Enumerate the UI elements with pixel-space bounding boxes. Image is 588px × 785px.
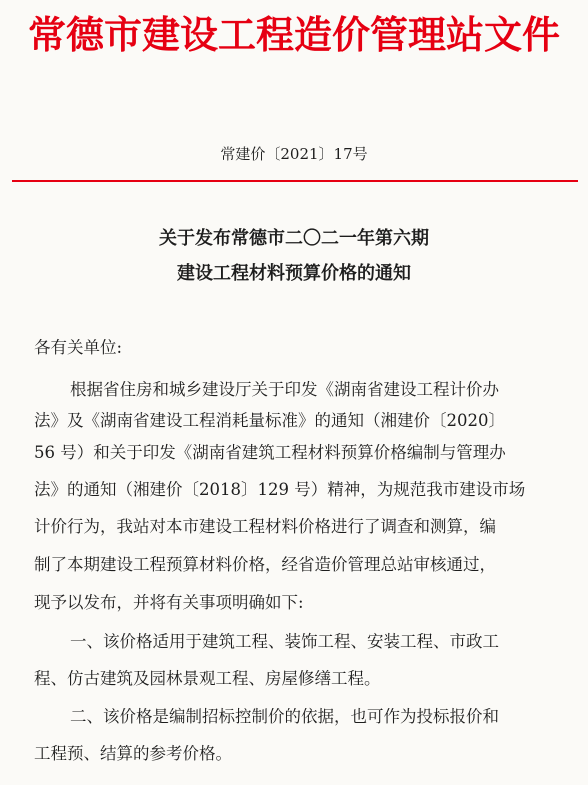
paragraph-line: 工程预、结算的参考价格。 bbox=[34, 744, 232, 763]
paragraph-line: 一、该价格适用于建筑工程、装饰工程、安装工程、市政工 bbox=[70, 632, 499, 651]
paragraph-line: 56 号）和关于印发《湖南省建筑工程材料预算价格编制与管理办 bbox=[34, 443, 506, 462]
paragraph-line: 现予以发布，并将有关事项明确如下: bbox=[34, 593, 304, 612]
notice-title-line-2: 建设工程材料预算价格的通知 bbox=[177, 263, 411, 284]
paragraph-line: 程、仿古建筑及园林景观工程、房屋修缮工程。 bbox=[34, 669, 381, 688]
red-divider bbox=[12, 180, 578, 182]
salutation: 各有关单位: bbox=[34, 338, 123, 357]
paragraph-line: 计价行为，我站对本市建设工程材料价格进行了调查和测算，编 bbox=[34, 517, 496, 536]
document-header-title: 常德市建设工程造价管理站文件 bbox=[27, 13, 560, 57]
paragraph-line: 法》的通知（湘建价〔2018〕129 号）精神，为规范我市建设市场 bbox=[34, 480, 526, 499]
paragraph-line: 根据省住房和城乡建设厅关于印发《湖南省建设工程计价办 bbox=[70, 380, 499, 399]
paragraph-line: 制了本期建设工程预算材料价格，经省造价管理总站审核通过， bbox=[34, 555, 496, 574]
notice-title-line-1: 关于发布常德市二〇二一年第六期 bbox=[159, 228, 429, 249]
paragraph-line: 法》及《湖南省建设工程消耗量标准》的通知（湘建价〔2020〕 bbox=[34, 411, 505, 430]
paragraph-line: 二、该价格是编制招标控制价的依据，也可作为投标报价和 bbox=[70, 707, 499, 726]
document-number: 常建价〔2021〕17号 bbox=[220, 145, 368, 163]
